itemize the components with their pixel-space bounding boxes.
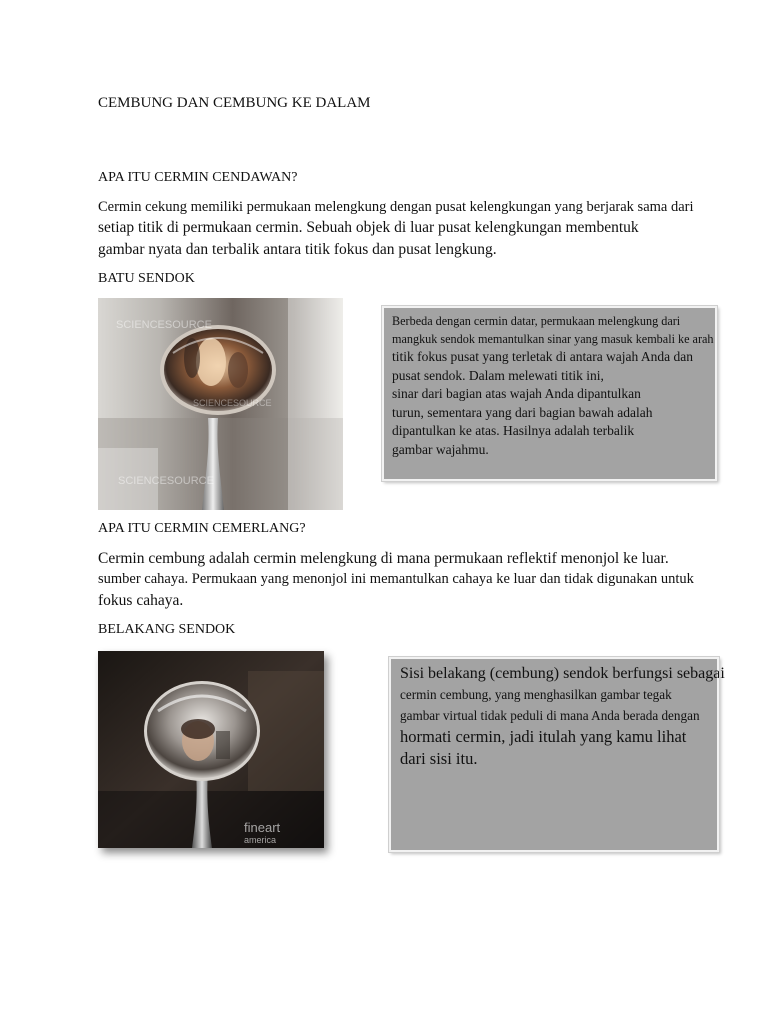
page-title: CEMBUNG DAN CEMBUNG KE DALAM bbox=[98, 95, 371, 111]
paragraph-line: sumber cahaya. Permukaan yang menonjol ini memantulkan cahaya ke luar dan tidak digunakan untuk bbox=[98, 571, 694, 587]
watermark-text: fineart bbox=[244, 820, 281, 835]
box-line: cermin cembung, yang menghasilkan gambar tegak bbox=[400, 687, 672, 702]
spoon-back-photo bbox=[98, 651, 324, 848]
convex-paragraph bbox=[98, 548, 758, 612]
box-line: titik fokus pusat yang terletak di antara wajah Anda dan bbox=[392, 349, 694, 364]
paragraph-line: Cermin cembung adalah cermin melengkung di mana permukaan reflektif menonjol ke luar. bbox=[98, 550, 669, 567]
spoon-front-photo bbox=[98, 298, 343, 510]
watermark-text: SCIENCESOURCE bbox=[193, 398, 272, 408]
image-caption-spoon-front: BATU SENDOK bbox=[98, 271, 195, 286]
box-line: mangkuk sendok memantulkan sinar yang masuk kembali ke arah bbox=[392, 332, 714, 346]
watermark-text: america bbox=[244, 835, 277, 845]
spoon-back-explanation-box bbox=[389, 657, 725, 852]
concave-paragraph bbox=[98, 197, 758, 261]
box-line: dipantulkan ke atas. Hasilnya adalah terbalik bbox=[392, 423, 635, 438]
box-line: dari sisi itu. bbox=[400, 749, 478, 768]
section-heading-convex: APA ITU CERMIN CEMERLANG? bbox=[98, 521, 306, 536]
spoon-front-explanation-box bbox=[382, 306, 717, 481]
paragraph-line: fokus cahaya. bbox=[98, 592, 184, 609]
box-line: gambar virtual tidak peduli di mana Anda berada dengan bbox=[400, 708, 700, 723]
box-line: Berbeda dengan cermin datar, permukaan melengkung dari bbox=[392, 314, 681, 328]
paragraph-line: setiap titik di permukaan cermin. Sebuah objek di luar pusat kelengkungan membentuk bbox=[98, 219, 639, 236]
watermark-text: SCIENCESOURCE bbox=[116, 319, 212, 331]
box-line: pusat sendok. Dalam melewati titik ini, bbox=[392, 367, 604, 383]
paragraph-line: gambar nyata dan terbalik antara titik fokus dan pusat lengkung. bbox=[98, 241, 497, 258]
box-line: turun, sementara yang dari bagian bawah adalah bbox=[392, 404, 653, 420]
section-heading-concave: APA ITU CERMIN CENDAWAN? bbox=[98, 170, 298, 185]
image-caption-spoon-back: BELAKANG SENDOK bbox=[98, 622, 236, 637]
paragraph-line: Cermin cekung memiliki permukaan melengkung dengan pusat kelengkungan yang berjarak sama dari bbox=[98, 199, 694, 215]
box-line: Sisi belakang (cembung) sendok berfungsi sebagai bbox=[400, 665, 725, 682]
watermark-text: SCIENCESOURCE bbox=[118, 475, 214, 487]
box-line: sinar dari bagian atas wajah Anda dipantulkan bbox=[392, 386, 641, 401]
spoon-back-photo-frame bbox=[98, 651, 348, 861]
box-line: hormati cermin, jadi itulah yang kamu lihat bbox=[400, 727, 687, 746]
box-line: gambar wajahmu. bbox=[392, 441, 489, 457]
